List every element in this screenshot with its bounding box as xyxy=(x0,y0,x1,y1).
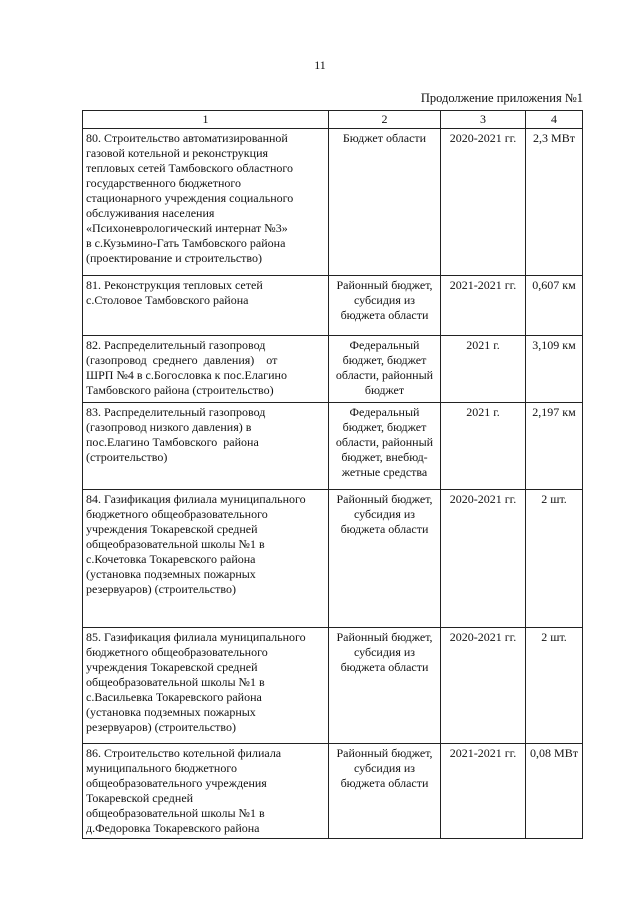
description-line: «Психоневрологический интернат №3» xyxy=(86,221,288,235)
description-line: стационарного учреждения социального xyxy=(86,191,294,205)
funding-source-line: Районный бюджет, xyxy=(336,630,433,644)
capacity: 0,08 МВт xyxy=(526,744,583,839)
funding-source xyxy=(329,336,441,403)
period: 2021-2021 гг. xyxy=(441,744,526,839)
capacity: 2,197 км xyxy=(526,403,583,490)
capacity: 0,607 км xyxy=(526,276,583,336)
funding-source-line: Бюджет области xyxy=(342,131,427,145)
description-line: 84. Газификация филиала муниципального xyxy=(86,492,306,506)
description-line: с.Столовое Тамбовского района xyxy=(86,293,249,307)
description-line: (установка подземных пожарных xyxy=(86,705,256,719)
description-line: (строительство) xyxy=(86,450,168,464)
funding-source-line: жетные средства xyxy=(341,465,428,479)
description-line: учреждения Токаревской средней xyxy=(86,522,258,536)
period: 2021 г. xyxy=(441,403,526,490)
description-line: ШРП №4 в с.Богословка к пос.Елагино xyxy=(86,368,287,382)
description-line: общеобразовательной школы №1 в xyxy=(86,537,265,551)
description-line: 82. Распределительный газопровод xyxy=(86,338,266,352)
period: 2021 г. xyxy=(441,336,526,403)
capacity: 3,109 км xyxy=(526,336,583,403)
header-cell-3: 3 xyxy=(441,111,526,129)
item-description xyxy=(83,628,329,744)
funding-source-line: бюджета области xyxy=(340,660,429,674)
description-line: (газопровод среднего давления) от xyxy=(86,353,278,367)
period: 2021-2021 гг. xyxy=(441,276,526,336)
header-cell-1: 1 xyxy=(83,111,329,129)
header-row xyxy=(83,111,583,129)
funding-source-line: Федеральный xyxy=(349,405,420,419)
description-line: обслуживания населения xyxy=(86,206,215,220)
description-line: 80. Строительство автоматизированной xyxy=(86,131,288,145)
funding-source xyxy=(329,403,441,490)
description-line: Тамбовского района (строительство) xyxy=(86,383,274,397)
description-line: 86. Строительство котельной филиала xyxy=(86,746,282,760)
funding-source-line: Районный бюджет, xyxy=(336,278,433,292)
description-line: (проектирование и строительство) xyxy=(86,251,262,265)
table-row xyxy=(83,628,583,744)
table-row xyxy=(83,403,583,490)
capacity: 2 шт. xyxy=(526,490,583,628)
funding-source-line: субсидия из xyxy=(353,761,416,775)
item-description xyxy=(83,744,329,839)
funding-source-line: субсидия из xyxy=(353,293,416,307)
item-description xyxy=(83,276,329,336)
table-row xyxy=(83,276,583,336)
description-line: муниципального бюджетного xyxy=(86,761,237,775)
item-description xyxy=(83,490,329,628)
description-line: в с.Кузьмино-Гать Тамбовского района xyxy=(86,236,286,250)
description-line: общеобразовательной школы №1 в xyxy=(86,806,265,820)
table-row xyxy=(83,490,583,628)
description-line: (установка подземных пожарных xyxy=(86,567,256,581)
funding-source xyxy=(329,744,441,839)
description-line: (газопровод низкого давления) в xyxy=(86,420,252,434)
item-description xyxy=(83,403,329,490)
description-line: пос.Елагино Тамбовского района xyxy=(86,435,259,449)
funding-source-line: бюджета области xyxy=(340,308,429,322)
table-row xyxy=(83,744,583,839)
header-cell-2: 2 xyxy=(329,111,441,129)
funding-source xyxy=(329,490,441,628)
funding-source-line: области, районный xyxy=(335,435,434,449)
capacity: 2,3 МВт xyxy=(526,129,583,276)
description-line: общеобразовательного учреждения xyxy=(86,776,267,790)
funding-source-line: бюджета области xyxy=(340,522,429,536)
description-line: резервуаров) (строительство) xyxy=(86,720,236,734)
funding-source-line: бюджет, бюджет xyxy=(342,420,427,434)
item-description xyxy=(83,336,329,403)
period: 2020-2021 гг. xyxy=(441,490,526,628)
description-line: резервуаров) (строительство) xyxy=(86,582,236,596)
table-row xyxy=(83,129,583,276)
description-line: учреждения Токаревской средней xyxy=(86,660,258,674)
period: 2020-2021 гг. xyxy=(441,628,526,744)
description-line: бюджетного общеобразовательного xyxy=(86,645,268,659)
description-line: тепловых сетей Тамбовского областного xyxy=(86,161,294,175)
funding-source-line: бюджет, внебюд- xyxy=(341,450,428,464)
description-line: 81. Реконструкция тепловых сетей xyxy=(86,278,263,292)
table-row xyxy=(83,336,583,403)
funding-source-line: области, районный xyxy=(335,368,434,382)
description-line: газовой котельной и реконструкция xyxy=(86,146,269,160)
period: 2020-2021 гг. xyxy=(441,129,526,276)
funding-source-line: Федеральный xyxy=(349,338,420,352)
description-line: 85. Газификация филиала муниципального xyxy=(86,630,306,644)
page-number: 11 xyxy=(314,58,326,72)
description-line: общеобразовательной школы №1 в xyxy=(86,675,265,689)
description-line: с.Кочетовка Токаревского района xyxy=(86,552,256,566)
funding-source-line: бюджет xyxy=(364,383,405,397)
funding-source xyxy=(329,276,441,336)
appendix-note: Продолжение приложения №1 xyxy=(420,91,583,105)
description-line: 83. Распределительный газопровод xyxy=(86,405,266,419)
funding-source-line: бюджет, бюджет xyxy=(342,353,427,367)
funding-source-line: субсидия из xyxy=(353,645,416,659)
funding-source-line: бюджета области xyxy=(340,776,429,790)
description-line: д.Федоровка Токаревского района xyxy=(86,821,260,835)
description-line: с.Васильевка Токаревского района xyxy=(86,690,262,704)
table-body xyxy=(83,129,583,839)
funding-source xyxy=(329,129,441,276)
description-line: бюджетного общеобразовательного xyxy=(86,507,268,521)
funding-source-line: Районный бюджет, xyxy=(336,746,433,760)
description-line: государственного бюджетного xyxy=(86,176,242,190)
capacity: 2 шт. xyxy=(526,628,583,744)
document-table xyxy=(82,110,583,839)
funding-source-line: субсидия из xyxy=(353,507,416,521)
description-line: Токаревской средней xyxy=(86,791,194,805)
header-cell-4: 4 xyxy=(526,111,583,129)
funding-source xyxy=(329,628,441,744)
funding-source-line: Районный бюджет, xyxy=(336,492,433,506)
item-description xyxy=(83,129,329,276)
